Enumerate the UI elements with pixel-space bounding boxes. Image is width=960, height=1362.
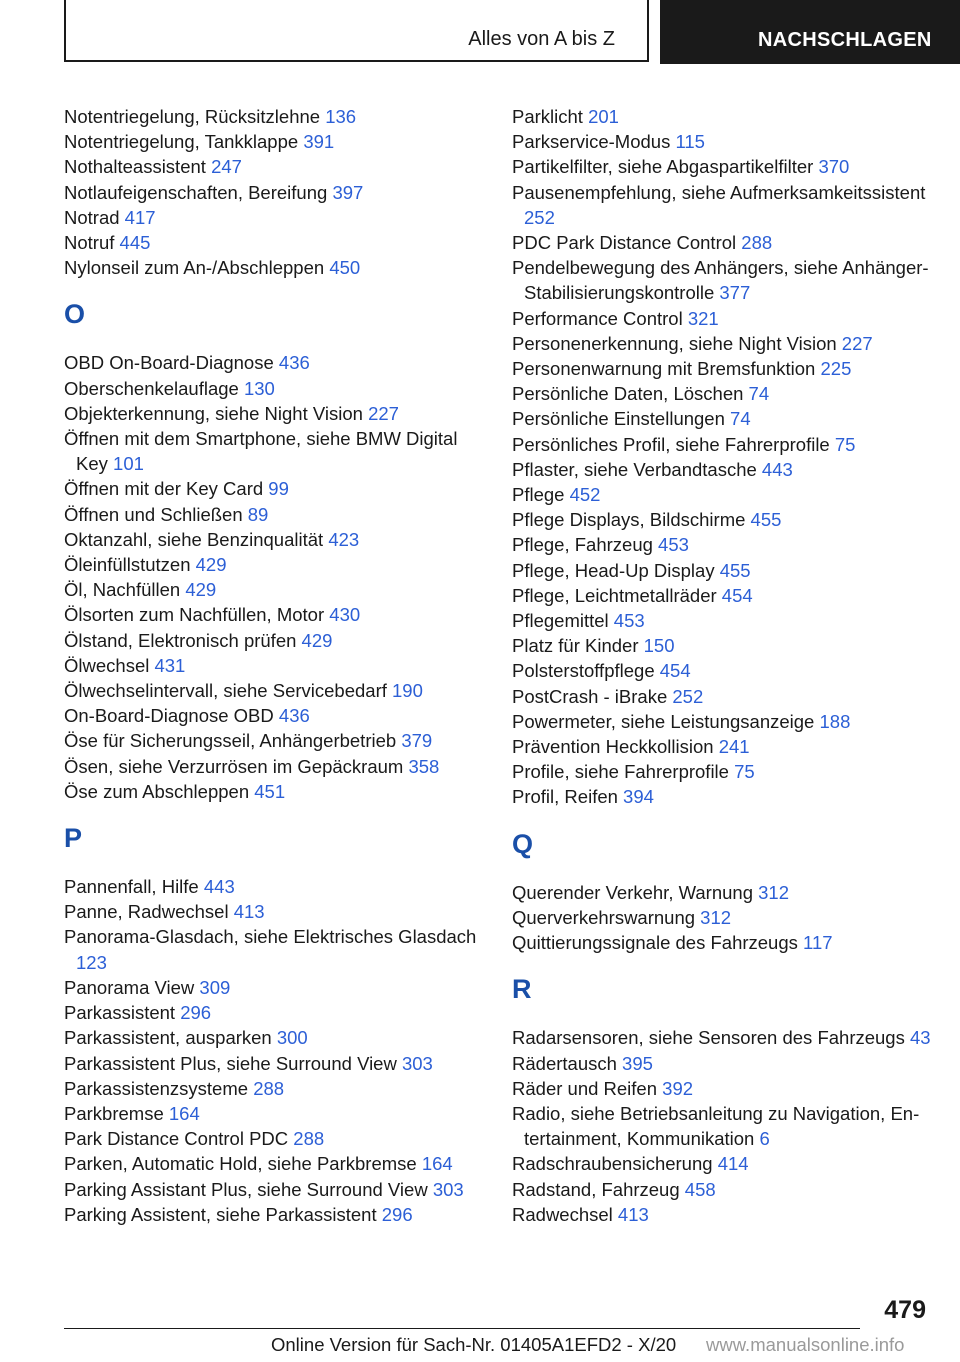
- page-reference-link[interactable]: 312: [700, 906, 732, 928]
- page-reference-link[interactable]: 130: [243, 377, 275, 399]
- index-term: Ölsorten zum Nachfüllen, Motor: [64, 604, 325, 626]
- index-term: Radschraubensicherung: [512, 1153, 713, 1175]
- index-term: Oberschenkelauflage: [64, 377, 239, 399]
- index-entry: [64, 104, 484, 129]
- index-term: Prävention Heckkollision: [512, 736, 714, 758]
- index-entry: [64, 653, 484, 678]
- page-reference-link[interactable]: 164: [421, 1153, 453, 1175]
- index-entry: [64, 154, 484, 179]
- index-entry: [512, 507, 932, 532]
- page-reference-link[interactable]: 443: [203, 876, 235, 898]
- index-term: Personenwarnung mit Bremsfunktion: [512, 358, 816, 380]
- page-reference-link[interactable]: 150: [643, 635, 675, 657]
- index-term: Räder und Reifen: [512, 1077, 658, 1099]
- index-term: Pflege Displays, Bildschirme: [512, 509, 746, 531]
- index-entry: [64, 874, 484, 899]
- index-term: Notentriegelung, Tankklappe: [64, 131, 299, 153]
- chapter-tab-label: NACHSCHLAGEN: [758, 29, 932, 51]
- footer-divider: [64, 1328, 860, 1329]
- index-entry: [512, 558, 932, 583]
- page-reference-link[interactable]: 252: [524, 206, 555, 228]
- index-entry: [512, 784, 932, 809]
- index-entry: [512, 356, 932, 381]
- index-entry: [64, 401, 484, 426]
- index-term: Performance Control: [512, 307, 683, 329]
- index-term: On-Board-Diagnose OBD: [64, 705, 274, 727]
- index-term: Parkassistent: [64, 1002, 176, 1024]
- page-reference-link[interactable]: 423: [328, 528, 360, 550]
- index-entry: [512, 930, 932, 955]
- index-entry: [64, 1101, 484, 1126]
- page-header: [0, 0, 960, 66]
- index-term: Powermeter, siehe Leistungsanzeige: [512, 710, 815, 732]
- page-reference-link[interactable]: 164: [168, 1102, 200, 1124]
- index-letter-heading: R: [512, 974, 532, 1005]
- index-entry: [64, 1051, 484, 1076]
- index-term: Ölwechselintervall, siehe Servicebedarf: [64, 680, 387, 702]
- index-entry: [64, 476, 484, 501]
- index-entry: [512, 608, 932, 633]
- index-entry: [512, 154, 932, 179]
- index-term: Radstand, Fahrzeug: [512, 1178, 680, 1200]
- page-reference-link[interactable]: 450: [329, 257, 361, 279]
- page-reference-link[interactable]: 451: [254, 780, 286, 802]
- index-term: Panne, Radwechsel: [64, 901, 229, 923]
- index-term: PDC Park Distance Control: [512, 232, 737, 254]
- index-entry: [512, 633, 932, 658]
- index-term: Parkservice-Modus: [512, 131, 671, 153]
- index-entry: [64, 1126, 484, 1151]
- index-entry: [64, 678, 484, 703]
- index-term: Pflege, Head-Up Display: [512, 559, 715, 581]
- index-entry: [64, 754, 484, 779]
- index-term: Pflege, Fahrzeug: [512, 534, 653, 556]
- index-term: Personenerkennung, siehe Night Vision: [512, 332, 837, 354]
- page-reference-link[interactable]: 101: [113, 453, 144, 475]
- index-term: Öse zum Abschleppen: [64, 780, 250, 802]
- index-term: Objekterkennung, siehe Night Vision: [64, 402, 363, 424]
- index-term: Platz für Kinder: [512, 635, 639, 657]
- index-term: OBD On-Board-Diagnose: [64, 352, 274, 374]
- index-term: Parking Assistent, siehe Parkassistent: [64, 1203, 377, 1225]
- index-entry: [512, 1076, 932, 1101]
- index-entry: [512, 432, 932, 457]
- index-term: Oktanzahl, siehe Benzinqualität: [64, 528, 324, 550]
- page-reference-link[interactable]: 99: [268, 478, 289, 500]
- page-reference-link[interactable]: 392: [662, 1077, 694, 1099]
- page-reference-link[interactable]: 74: [730, 408, 751, 430]
- page-reference-link[interactable]: 445: [119, 232, 151, 254]
- index-term: Ölstand, Elektronisch prüfen: [64, 629, 297, 651]
- watermark: www.manualsonline.info: [706, 1334, 905, 1355]
- page-reference-link[interactable]: 190: [392, 680, 423, 702]
- page-reference-link[interactable]: 413: [233, 901, 265, 923]
- index-term: Pflegemittel: [512, 610, 609, 632]
- page-reference-link[interactable]: 201: [588, 106, 619, 127]
- section-header-box: [64, 0, 649, 62]
- index-entry: [64, 1025, 484, 1050]
- index-entry: [512, 684, 932, 709]
- page-reference-link[interactable]: 74: [748, 383, 770, 405]
- page-reference-link[interactable]: 136: [325, 106, 357, 127]
- page-reference-link[interactable]: 123: [76, 951, 107, 973]
- page-reference-link[interactable]: 429: [301, 629, 333, 651]
- index-entry: [512, 1177, 932, 1202]
- index-term: Querender Verkehr, Warnung: [512, 881, 753, 903]
- page-reference-link[interactable]: 452: [569, 484, 601, 506]
- index-entry: [64, 703, 484, 728]
- index-entry: [512, 1151, 932, 1176]
- page-reference-link[interactable]: 413: [617, 1203, 649, 1225]
- index-column-right: [512, 104, 932, 1227]
- index-entry: [64, 577, 484, 602]
- index-letter-heading: Q: [512, 828, 534, 859]
- index-letter-heading: P: [64, 823, 83, 854]
- page-reference-link[interactable]: 453: [613, 610, 645, 632]
- index-term: Parkassistent, ausparken: [64, 1027, 272, 1049]
- page-reference-link[interactable]: 379: [401, 730, 433, 752]
- index-term: Radwechsel: [512, 1203, 613, 1225]
- page-reference-link[interactable]: 397: [332, 181, 364, 203]
- page-reference-link[interactable]: 296: [180, 1002, 212, 1024]
- page-reference-link[interactable]: 288: [741, 232, 773, 254]
- index-entry: [512, 331, 932, 356]
- index-entry: [512, 709, 932, 734]
- index-term: Persönliche Einstellungen: [512, 408, 725, 430]
- index-term: Radio, siehe Betriebsanleitung zu Navigation, Entertainment, Kommunikation: [512, 1102, 920, 1150]
- index-term: Öffnen und Schließen: [64, 503, 243, 525]
- index-term: Öse für Sicherungsseil, Anhängerbetrieb: [64, 730, 397, 752]
- index-term: Öffnen mit dem Smartphone, siehe BMW Digital Key: [64, 428, 458, 475]
- page-reference-link[interactable]: 303: [432, 1178, 464, 1200]
- page-reference-link[interactable]: 309: [199, 976, 231, 998]
- page-reference-link[interactable]: 227: [841, 332, 873, 354]
- index-entry: [64, 728, 484, 753]
- page-reference-link[interactable]: 454: [659, 660, 691, 682]
- page-reference-link[interactable]: 395: [622, 1052, 653, 1074]
- index-term: Pflege: [512, 484, 565, 506]
- index-entry: [64, 975, 484, 1000]
- index-term: Rädertausch: [512, 1052, 617, 1074]
- index-term: Park Distance Control PDC: [64, 1128, 289, 1150]
- index-term: Partikelfilter, siehe Abgaspartikelfilter: [512, 156, 814, 178]
- page-reference-link[interactable]: 430: [329, 604, 361, 626]
- index-entry: [512, 104, 932, 129]
- index-entry: [512, 532, 932, 557]
- page-reference-link[interactable]: 429: [195, 554, 227, 576]
- index-entry: [64, 376, 484, 401]
- page-reference-link[interactable]: 89: [247, 503, 269, 525]
- index-term: Parking Assistant Plus, siehe Surround View: [64, 1178, 428, 1200]
- index-term: Pendelbewegung des Anhängers, siehe Anhänger-Stabilisierungskontrolle: [512, 257, 929, 304]
- page-reference-link[interactable]: 225: [820, 358, 852, 380]
- page-reference-link[interactable]: 431: [154, 654, 186, 676]
- index-entry: [512, 1101, 932, 1151]
- index-term: Profil, Reifen: [512, 786, 618, 808]
- index-term: Notentriegelung, Rücksitzlehne: [64, 106, 321, 127]
- index-term: Notruf: [64, 232, 115, 254]
- index-term: Öl, Nachfüllen: [64, 579, 181, 601]
- page-reference-link[interactable]: 370: [818, 156, 850, 178]
- page-reference-link[interactable]: 75: [834, 433, 856, 455]
- index-entry: [64, 602, 484, 627]
- index-term: Ösen, siehe Verzurrösen im Gepäckraum: [64, 755, 404, 777]
- index-entry: [512, 1202, 932, 1227]
- index-term: Notrad: [64, 206, 120, 228]
- index-entry: [64, 230, 484, 255]
- index-entry: [512, 129, 932, 154]
- index-term: PostCrash - iBrake: [512, 685, 668, 707]
- index-entry: [64, 1151, 484, 1176]
- page-reference-link[interactable]: 391: [303, 131, 335, 153]
- page-reference-link[interactable]: 436: [278, 352, 310, 374]
- index-entry: [64, 779, 484, 804]
- index-term: Polsterstoffpflege: [512, 660, 655, 682]
- index-entry: [512, 1025, 932, 1050]
- page-reference-link[interactable]: 455: [750, 509, 782, 531]
- index-entry: [512, 306, 932, 331]
- index-entry: [64, 205, 484, 230]
- page-reference-link[interactable]: 303: [401, 1052, 433, 1074]
- index-entry: [64, 1076, 484, 1101]
- index-term: Parkassistenzsysteme: [64, 1077, 249, 1099]
- page-reference-link[interactable]: 43: [910, 1027, 931, 1049]
- index-term: Persönliches Profil, siehe Fahrerprofile: [512, 433, 830, 455]
- index-term: Nothalteassistent: [64, 156, 206, 178]
- index-term: Pflege, Leichtmetallräder: [512, 584, 717, 606]
- page-reference-link[interactable]: 458: [684, 1178, 716, 1200]
- index-entry: [512, 759, 932, 784]
- page-reference-link[interactable]: 288: [293, 1128, 325, 1150]
- index-entry: [64, 924, 484, 974]
- page-reference-link[interactable]: 188: [819, 710, 851, 732]
- online-version-text: Online Version für Sach-Nr. 01405A1EFD2 - X/20: [271, 1334, 677, 1355]
- index-entry: [64, 552, 484, 577]
- index-entry: [512, 1051, 932, 1076]
- page-reference-link[interactable]: 453: [658, 534, 689, 556]
- index-term: Nylonseil zum An-/Abschleppen: [64, 257, 325, 279]
- index-term: Öleinfüllstutzen: [64, 554, 191, 576]
- page-reference-link[interactable]: 296: [381, 1203, 413, 1225]
- index-entry: [64, 899, 484, 924]
- index-term: Notlaufeigenschaften, Bereifung: [64, 181, 328, 203]
- index-entry: [512, 583, 932, 608]
- index-term: Parklicht: [512, 106, 583, 127]
- page-reference-link[interactable]: 288: [253, 1077, 285, 1099]
- page-reference-link[interactable]: 252: [672, 685, 704, 707]
- page-reference-link[interactable]: 312: [758, 881, 789, 903]
- page-reference-link[interactable]: 417: [124, 206, 156, 228]
- index-entry: [64, 628, 484, 653]
- index-term: Parkassistent Plus, siehe Surround View: [64, 1052, 397, 1074]
- page-reference-link[interactable]: 117: [803, 932, 833, 954]
- page-reference-link[interactable]: 227: [368, 402, 399, 424]
- index-entry: [64, 129, 484, 154]
- index-term: Panorama View: [64, 976, 195, 998]
- page-reference-link[interactable]: 321: [687, 307, 719, 329]
- index-entry: [512, 180, 932, 230]
- index-letter-heading: O: [64, 299, 86, 330]
- index-term: Querverkehrswarnung: [512, 906, 696, 928]
- page-reference-link[interactable]: 241: [718, 736, 750, 758]
- index-entry: [64, 527, 484, 552]
- index-entry: [512, 734, 932, 759]
- index-term: Quittierungssignale des Fahrzeugs: [512, 932, 798, 954]
- index-entry: [512, 255, 932, 305]
- page-number: 479: [884, 1296, 926, 1324]
- page-reference-link[interactable]: 443: [761, 458, 793, 480]
- page-reference-link[interactable]: 247: [211, 156, 242, 178]
- page-reference-link[interactable]: 6: [759, 1128, 770, 1150]
- index-term: Ölwechsel: [64, 654, 150, 676]
- index-entry: [64, 426, 484, 476]
- index-term: Panorama-Glasdach, siehe Elektrisches Glasdach: [64, 926, 477, 948]
- index-term: Öffnen mit der Key Card: [64, 478, 264, 500]
- index-term: Pflaster, siehe Verbandtasche: [512, 458, 757, 480]
- page-reference-link[interactable]: 429: [185, 579, 217, 601]
- index-entry: [64, 1202, 484, 1227]
- index-entry: [512, 880, 932, 905]
- index-entry: [64, 350, 484, 375]
- index-entry: [512, 406, 932, 431]
- index-entry: [512, 658, 932, 683]
- index-entry: [64, 502, 484, 527]
- page-reference-link[interactable]: 115: [675, 131, 705, 153]
- index-term: Pausenempfehlung, siehe Aufmerksamkeitssistent: [512, 181, 926, 203]
- index-term: Radarsensoren, siehe Sensoren des Fahrzeugs: [512, 1027, 905, 1049]
- index-term: Parkbremse: [64, 1102, 164, 1124]
- index-entry: [512, 381, 932, 406]
- index-term: Parken, Automatic Hold, siehe Parkbremse: [64, 1153, 417, 1175]
- index-entry: [64, 180, 484, 205]
- index-term: Persönliche Daten, Löschen: [512, 383, 744, 405]
- page-reference-link[interactable]: 75: [734, 761, 755, 783]
- index-column-left: [64, 104, 484, 1227]
- page-reference-link[interactable]: 377: [719, 282, 751, 304]
- index-term: Profile, siehe Fahrerprofile: [512, 761, 729, 783]
- index-term: Pannenfall, Hilfe: [64, 876, 199, 898]
- index-entry: [64, 255, 484, 280]
- index-entry: [512, 905, 932, 930]
- section-title: Alles von A bis Z: [468, 28, 615, 50]
- index-entry: [512, 230, 932, 255]
- index-entry: [64, 1000, 484, 1025]
- page-reference-link[interactable]: 455: [719, 559, 751, 581]
- page-reference-link[interactable]: 358: [408, 755, 440, 777]
- page-reference-link[interactable]: 436: [278, 705, 310, 727]
- index-entry: [64, 1177, 484, 1202]
- page-reference-link[interactable]: 394: [623, 786, 654, 808]
- page-reference-link[interactable]: 454: [721, 584, 753, 606]
- page-reference-link[interactable]: 300: [276, 1027, 308, 1049]
- index-entry: [512, 482, 932, 507]
- index-entry: [512, 457, 932, 482]
- page-reference-link[interactable]: 414: [717, 1153, 749, 1175]
- chapter-tab[interactable]: [660, 0, 960, 64]
